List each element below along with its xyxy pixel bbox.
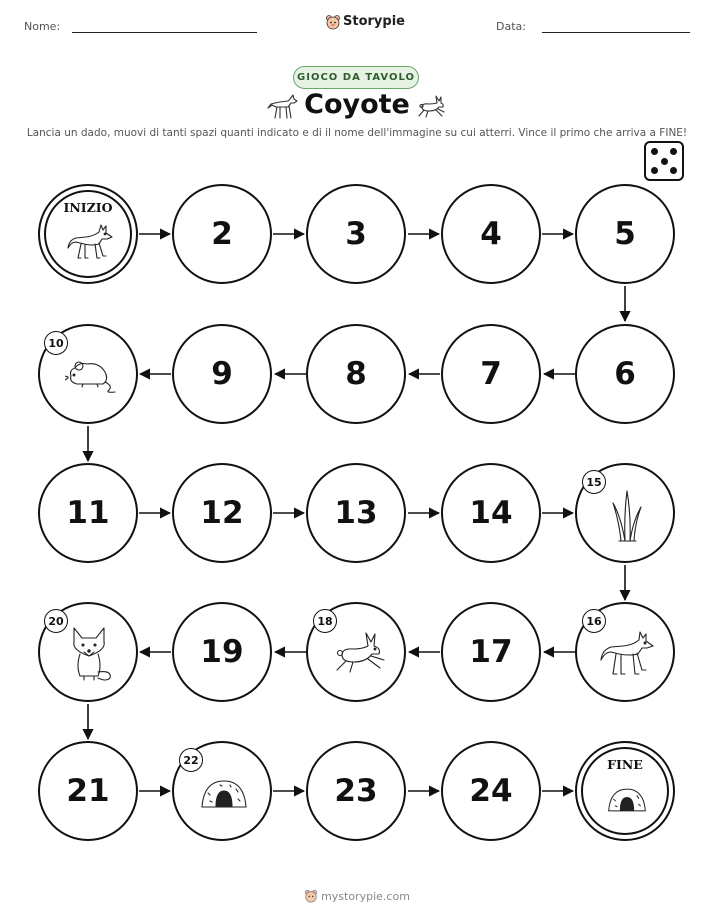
space-number-badge: 10 xyxy=(44,331,68,355)
board-space-finish xyxy=(575,741,675,841)
board-space: 4 xyxy=(441,184,541,284)
start-label: INIZIO xyxy=(63,200,113,215)
brand-name: Storypie xyxy=(343,14,405,29)
board-space: 3 xyxy=(306,184,406,284)
footer xyxy=(0,889,714,903)
board-space-start xyxy=(38,184,138,284)
space-number-badge: 22 xyxy=(179,748,203,772)
board-space: 12 xyxy=(172,463,272,563)
space-number-badge: 15 xyxy=(582,470,606,494)
footer-url[interactable]: mystorypie.com xyxy=(321,890,410,903)
board-space: 24 xyxy=(441,741,541,841)
board-space: 21 xyxy=(38,741,138,841)
board-space: 23 xyxy=(306,741,406,841)
board-space: 11 xyxy=(38,463,138,563)
board-space: 7 xyxy=(441,324,541,424)
fox-icon xyxy=(68,626,114,682)
board-space: 13 xyxy=(306,463,406,563)
coyote-icon xyxy=(599,628,655,682)
board-space: 9 xyxy=(172,324,272,424)
rabbit-icon xyxy=(332,632,386,674)
space-number-badge: 16 xyxy=(582,609,606,633)
board-space: 2 xyxy=(172,184,272,284)
den-icon xyxy=(607,787,647,813)
finish-label: FINE xyxy=(607,757,643,772)
game-type-tag: GIOCO DA TAVOLO xyxy=(293,66,419,89)
date-label: Data: xyxy=(496,20,526,33)
coyote-icon xyxy=(66,222,114,262)
board-space: 8 xyxy=(306,324,406,424)
space-number-badge: 18 xyxy=(313,609,337,633)
storypie-mascot-icon xyxy=(304,889,318,903)
board-space: 19 xyxy=(172,602,272,702)
den-icon xyxy=(200,779,248,809)
board-space: 17 xyxy=(441,602,541,702)
instructions: Lancia un dado, muovi di tanti spazi quanti indicato e di il nome dell'immagine su cui atterri. Vince il primo che arriva a FINE! xyxy=(26,127,688,139)
mouse-icon xyxy=(65,356,117,394)
page-title: Coyote xyxy=(304,89,410,120)
board-space: 5 xyxy=(575,184,675,284)
name-label: Nome: xyxy=(24,20,61,33)
space-number-badge: 20 xyxy=(44,609,68,633)
board-space: 6 xyxy=(575,324,675,424)
board-space: 14 xyxy=(441,463,541,563)
grass-icon xyxy=(609,487,645,543)
